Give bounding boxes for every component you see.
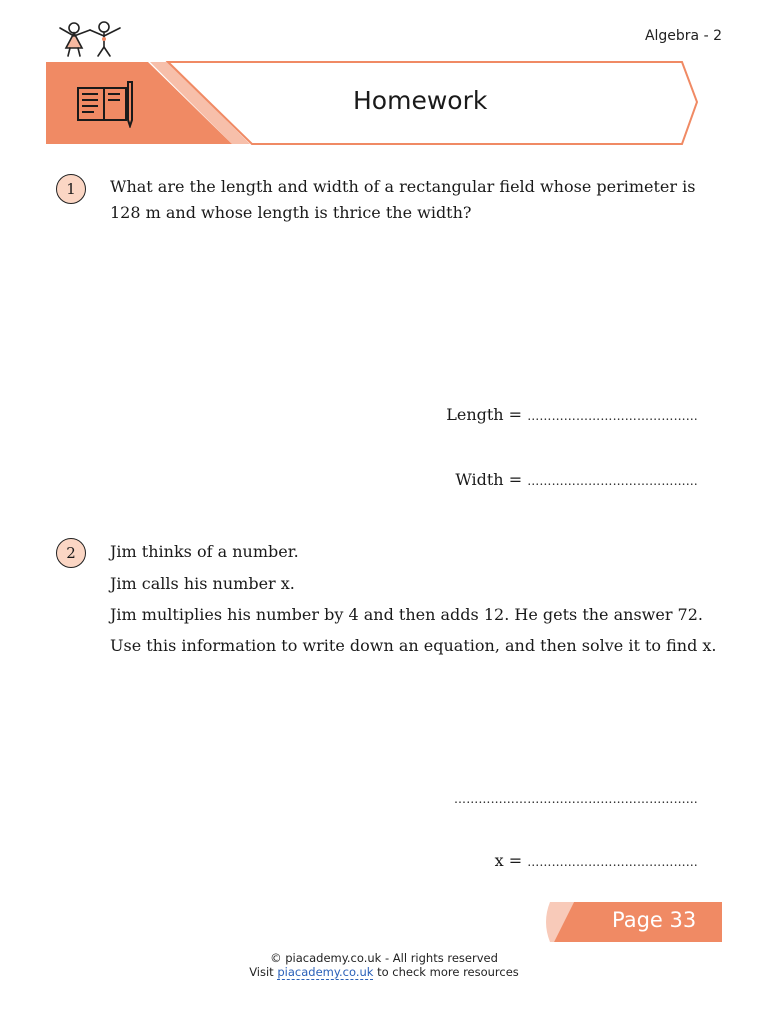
footer-link[interactable]: piacademy.co.uk	[277, 965, 374, 979]
question-number: 1	[66, 180, 76, 198]
question-line: Jim multiplies his number by 4 and then adds 12. He gets the answer 72.	[110, 605, 703, 624]
footer-visit-prefix: Visit	[249, 965, 274, 979]
answer-blank[interactable]: ……………………………………………………	[454, 792, 698, 806]
page-title: Homework	[353, 86, 488, 115]
logo	[56, 20, 126, 58]
page-number: Page 33	[612, 908, 697, 932]
question-line: Jim calls his number x.	[110, 574, 295, 593]
question-number-badge	[56, 174, 86, 204]
footer-visit-suffix: to check more resources	[377, 965, 519, 979]
question-text: What are the length and width of a rectangular field whose perimeter is 128 m and whose length is thrice the width?	[110, 177, 696, 222]
answer-line-x	[495, 851, 698, 870]
question-number: 2	[66, 544, 76, 562]
question-number-badge	[56, 538, 86, 568]
answer-line-equation	[454, 788, 698, 807]
book-pencil-icon	[76, 80, 136, 128]
answer-blank[interactable]: ……………………………………	[527, 474, 698, 488]
answer-label: Width =	[455, 470, 523, 489]
answer-label: Length =	[446, 405, 523, 424]
answer-line-width	[455, 470, 698, 489]
answer-blank[interactable]: ……………………………………	[527, 409, 698, 423]
answer-line-length	[446, 405, 698, 424]
footer-visit	[0, 965, 768, 979]
answer-label: x =	[494, 851, 523, 870]
topic-label: Algebra - 2	[644, 28, 722, 44]
answer-blank[interactable]: ……………………………………	[527, 855, 698, 869]
question-line: Jim thinks of a number.	[110, 542, 299, 561]
question-line: Use this information to write down an equation, and then solve it to find x.	[110, 636, 717, 655]
footer-copyright: © piacademy.co.uk - All rights reserved	[270, 951, 498, 965]
